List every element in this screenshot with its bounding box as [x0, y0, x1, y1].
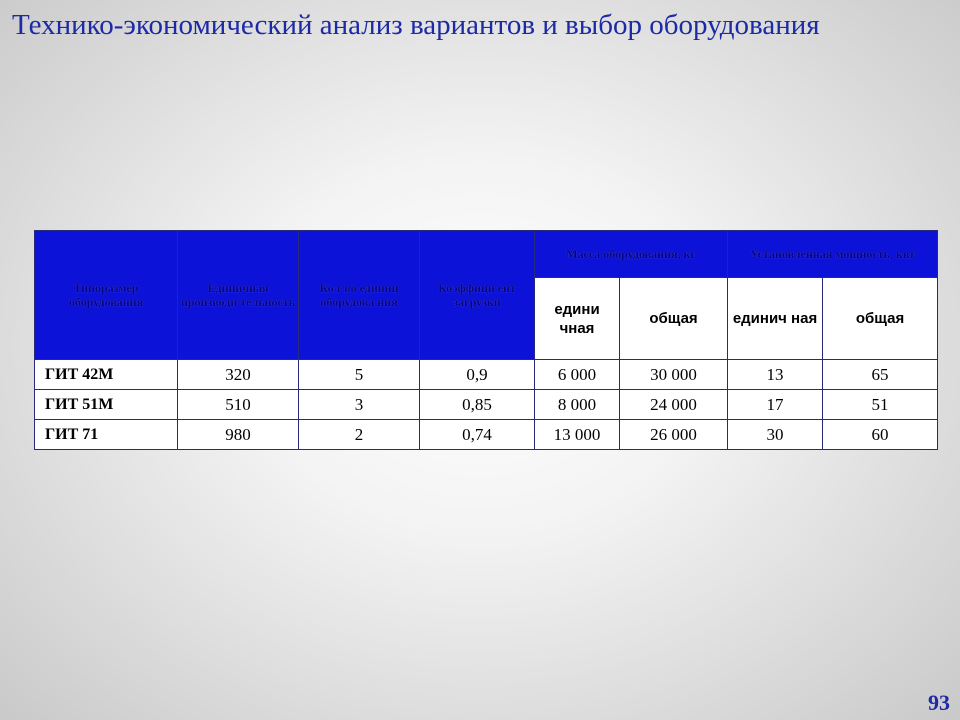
- cell-power-unit: 17: [728, 390, 823, 420]
- cell-mass-total: 24 000: [620, 390, 728, 420]
- cell-load-factor: 0,9: [420, 360, 535, 390]
- subheader-power-unit: единич ная: [728, 278, 823, 360]
- cell-equipment-type: ГИТ 71: [35, 420, 178, 450]
- cell-load-factor: 0,85: [420, 390, 535, 420]
- cell-equipment-type: ГИТ 42М: [35, 360, 178, 390]
- subheader-mass-total: общая: [620, 278, 728, 360]
- cell-unit-productivity: 980: [178, 420, 299, 450]
- header-load-factor: Коэффици ент загрузки: [420, 231, 535, 360]
- cell-equipment-type: ГИТ 51М: [35, 390, 178, 420]
- cell-units-count: 3: [299, 390, 420, 420]
- cell-units-count: 2: [299, 420, 420, 450]
- cell-mass-total: 26 000: [620, 420, 728, 450]
- subheader-mass-unit: едини чная: [535, 278, 620, 360]
- header-unit-productivity: Единичная производи тельность: [178, 231, 299, 360]
- table-row: [35, 420, 938, 450]
- cell-mass-unit: 8 000: [535, 390, 620, 420]
- cell-power-unit: 13: [728, 360, 823, 390]
- cell-power-total: 60: [823, 420, 938, 450]
- cell-units-count: 5: [299, 360, 420, 390]
- cell-power-total: 65: [823, 360, 938, 390]
- header-equipment-type: Типоразмер оборудования: [35, 231, 178, 360]
- cell-power-unit: 30: [728, 420, 823, 450]
- cell-unit-productivity: 510: [178, 390, 299, 420]
- cell-power-total: 51: [823, 390, 938, 420]
- cell-unit-productivity: 320: [178, 360, 299, 390]
- equipment-table: [34, 230, 938, 450]
- cell-mass-unit: 13 000: [535, 420, 620, 450]
- slide-title: Технико-экономический анализ вариантов и выбор оборудования: [12, 9, 820, 41]
- cell-mass-total: 30 000: [620, 360, 728, 390]
- header-equipment-mass: Масса оборудования, кг: [535, 231, 728, 278]
- table-row: [35, 360, 938, 390]
- cell-load-factor: 0,74: [420, 420, 535, 450]
- cell-mass-unit: 6 000: [535, 360, 620, 390]
- subheader-power-total: общая: [823, 278, 938, 360]
- page-number: 93: [928, 690, 950, 715]
- table-row: [35, 390, 938, 420]
- header-installed-power: Установленная мощность, квт: [728, 231, 938, 278]
- table-header-row: [35, 231, 938, 278]
- header-units-count: Кол-во единиц оборудова ния: [299, 231, 420, 360]
